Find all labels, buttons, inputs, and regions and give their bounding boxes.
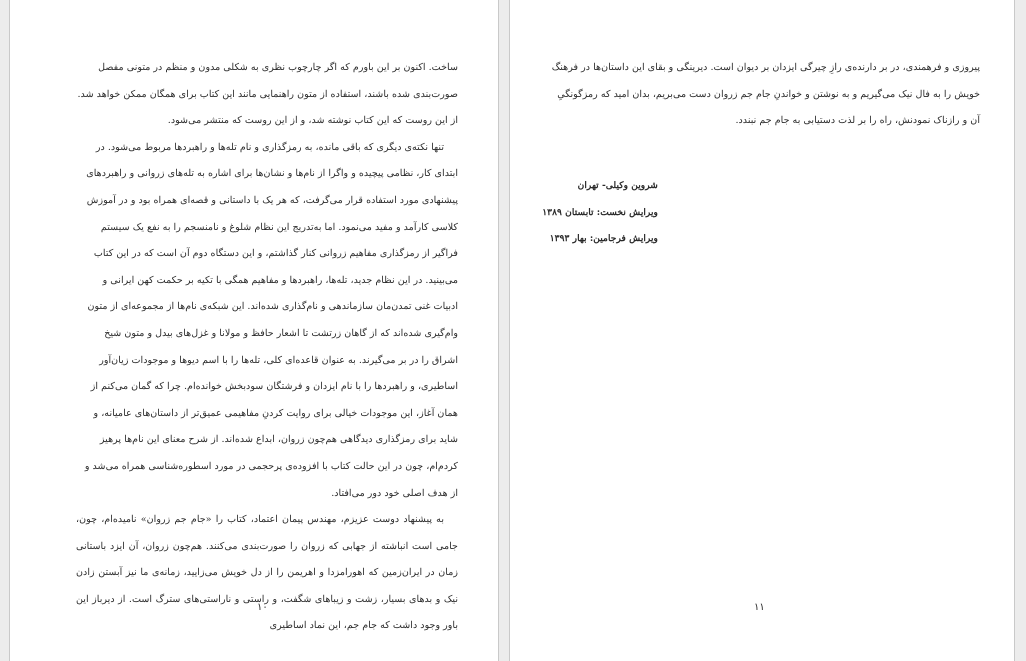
author-edition-info — [542, 173, 658, 253]
final-edition-line: ویرایش فرجامین: بهار ۱۳۹۳ — [549, 233, 658, 245]
author-line: شروین وکیلی- تهران — [577, 180, 658, 191]
paragraph: ساخت. اکنون بر این باورم که اگر چارچوب نظری به شکلی مدون و منظم در متونی مفصل صورت‌بندی شده باشند، استفاده از متون راهنمایی مانند این کتاب برای همگان ممکن خواهد شد. از این روست که این کتاب نوشته شد، و از این روست که منتشر می‌شود. — [77, 62, 458, 127]
right-page — [509, 0, 1015, 661]
left-page — [9, 0, 499, 661]
left-page-body — [76, 55, 458, 640]
paragraph: پیروزی و فرهمندی، در بر دارنده‌ی رازِ چیرگی ایزدان بر دیوان است. دیرینگی و بقای این داستان‌ها در فرهنگ خویش را به فال نیک می‌گیریم و به نوشتن و خواندنِ جام جم زروان دست می‌بریم، بدان امید که رمزگونگیِ آن و رازناک نمودنش، راه را بر لذت دستیابی به جام جم نبندد. — [551, 62, 980, 127]
first-edition-line: ویرایش نخست: تابستان ۱۳۸۹ — [542, 206, 658, 218]
paragraph: تنها نکته‌ی دیگری که باقی مانده، به رمزگذاری و نام تله‌ها و راهبردها مربوط می‌شود. در ابتدای کار، نظامی پیچیده و واگرا از نام‌ها و نشان‌ها برای اشاره به تله‌های زروانی و راهبردهای پیشنهادی مورد استفاده قرار می‌گرفت، که هر یک با داستانی و قصه‌ای همراه بود و در آموزش کلاسی کارآمد و مفید می‌نمود. اما به‌تدریج این نظام شلوغ و نامنسجم را به نفع یک سیستم فراگیر از رمزگذاری مفاهیم زروانی کنار گذاشتم، و این دستگاه دوم آن است که در این کتاب می‌بینید. در این نظام جدید، تله‌ها، راهبردها و مفاهیم همگی با تکیه بر حکمت کهن ایرانی و ادبیات غنی تمدن‌مان سازماندهی و نام‌گذاری شده‌اند. این شبکه‌ی نام‌ها از مجموعه‌ای از متون وام‌گیری شده‌اند که از گاهان زرتشت تا اشعار حافظ و مولانا و غزل‌های بیدل و متون شیخ اشراق را در بر می‌گیرند. به عنوان قاعده‌ای کلی، تله‌ها را با اسم دیوها و موجودات زیان‌آور اساطیری، و راهبردها را با نام ایزدان و فرشتگان سودبخش خوانده‌ام. چرا که گمان می‌کنم از همان آغاز، این موجودات خیالی برای روایت کردنِ مفاهیمی عمیق‌تر از داستان‌های عامیانه، و شاید برای رمزگذاری دیدگاهی هم‌چون زروان، ابداع شده‌اند. از شرح معنای این نام‌ها پرهیز کردم‌ام، چون در این حالت کتاب با افزوده‌ی پرحجمی در مورد اسطوره‌شناسی همراه می‌شد و از هدف اصلی خود دور می‌افتاد. — [84, 141, 458, 499]
right-page-body — [548, 55, 980, 135]
page-number: ۱۰ — [257, 602, 268, 613]
page-number: ۱۱ — [754, 602, 765, 613]
paragraph: به پیشنهاد دوست عزیزم، مهندس پیمان اعتماد، کتاب را «جام جم زروان» نامیده‌ام، چون، جامی است انباشته از جهابی که زروان را صورت‌بندی می‌کنند. هم‌چون زروان، آن ایزد باستانی زمان در ایران‌زمین که اهورامزدا و اهریمن را از دل خویش می‌زایید، زمانه‌ی ما نیز آبستن زادن نیک و بدهای بسیار، زشت و زیباهای شگفت، و راستی و ناراستی‌های سترگ است. از دیرباز این باور وجود داشت که جام جم، این نماد اساطیری — [76, 514, 458, 632]
